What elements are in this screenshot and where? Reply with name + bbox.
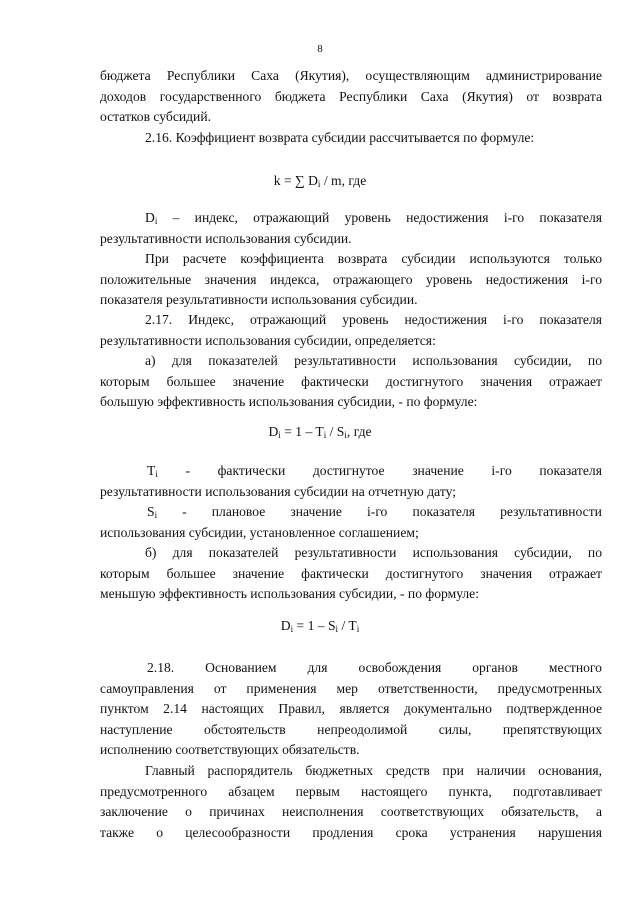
paragraph-b	[100, 543, 602, 605]
text-line: пунктом 2.14 настоящих Правил, является документально подтвержденное	[100, 701, 602, 716]
paragraph-continuation	[100, 66, 602, 128]
text-line: положительные значения индекса, отражающего уровень недостижения i-го	[100, 271, 602, 287]
formula-a: $D_i = 1 - T_i / S_i$, где	[268, 424, 372, 440]
formula-b: $D_i = 1 - S_i / T_i$	[280, 618, 360, 634]
paragraph-positive-values	[100, 249, 602, 311]
text-line: При расчете коэффициента возврата субсидии используются только	[145, 251, 602, 266]
text-line: 2.17. Индекс, отражающий уровень недостижения i-го показателя	[145, 312, 602, 327]
text-line: большую эффективность использования субсидии, - по формуле:	[100, 394, 478, 409]
text-line: также о целесообразности продления срока устранения нарушения	[100, 824, 602, 840]
paragraph-2-17	[100, 310, 602, 351]
text-line: доходов государственного бюджета Республики Саха (Якутия) от возврата	[100, 88, 602, 104]
text-line: которым большее значение фактически достигнутого значения отражает	[100, 565, 602, 581]
paragraph-a	[100, 351, 602, 413]
text-line: $T_i$ - фактически достигнутое значение i-го показателя	[147, 463, 602, 479]
text-line: наступление обстоятельств непреодолимой силы, препятствующих	[100, 721, 602, 737]
text-line: результативности использования субсидии.	[100, 230, 352, 246]
formula-k: k = ∑ $D_i$ / m, где	[273, 173, 367, 189]
text-line: б) для показателей результативности использования субсидии, по	[145, 545, 602, 560]
text-line: заключение о причинах неисполнения соответствующих обязательств, а	[100, 804, 602, 819]
definition-ti	[100, 461, 602, 502]
text-line: исполнению соответствующих обязательств.	[100, 742, 360, 757]
paragraph-2-18	[100, 658, 602, 761]
definition-si	[100, 502, 602, 543]
text-line: а) для показателей результативности использования субсидии, по	[145, 353, 602, 368]
text-line: самоуправления от применения мер ответственности, предусмотренных	[100, 680, 602, 696]
page-number: 8	[317, 43, 323, 55]
text-line: использования субсидии, установленное соглашением;	[100, 524, 419, 540]
text-line: которым большее значение фактически достигнутого значения отражает	[100, 373, 602, 389]
paragraph-main-administrator	[100, 761, 602, 843]
text-line: 2.16. Коэффициент возврата субсидии рассчитывается по формуле:	[145, 130, 535, 145]
text-line: меньшую эффективность использования субсидии, - по формуле:	[100, 586, 479, 601]
text-line: показателя результативности использования субсидии.	[100, 292, 418, 307]
definition-di	[100, 208, 602, 249]
text-line: Главный распорядитель бюджетных средств при наличии основания,	[145, 763, 602, 778]
text-line: $D_i$ – индекс, отражающий уровень недостижения i-го показателя	[145, 210, 602, 226]
text-line: результативности использования субсидии на отчетную дату;	[100, 483, 456, 499]
text-line: 2.18. Основанием для освобождения органов местного	[147, 660, 602, 675]
text-line: результативности использования субсидии, определяется:	[100, 332, 436, 348]
text-line: остатков субсидий.	[100, 109, 211, 124]
paragraph-2-16	[100, 128, 602, 149]
text-line: бюджета Республики Саха (Якутия), осуществляющим администрирование	[100, 68, 602, 83]
text-line: $S_i$ - плановое значение i-го показателя результативности	[147, 504, 602, 520]
text-line: предусмотренного абзацем первым настоящего пункта, подготавливает	[100, 783, 602, 799]
